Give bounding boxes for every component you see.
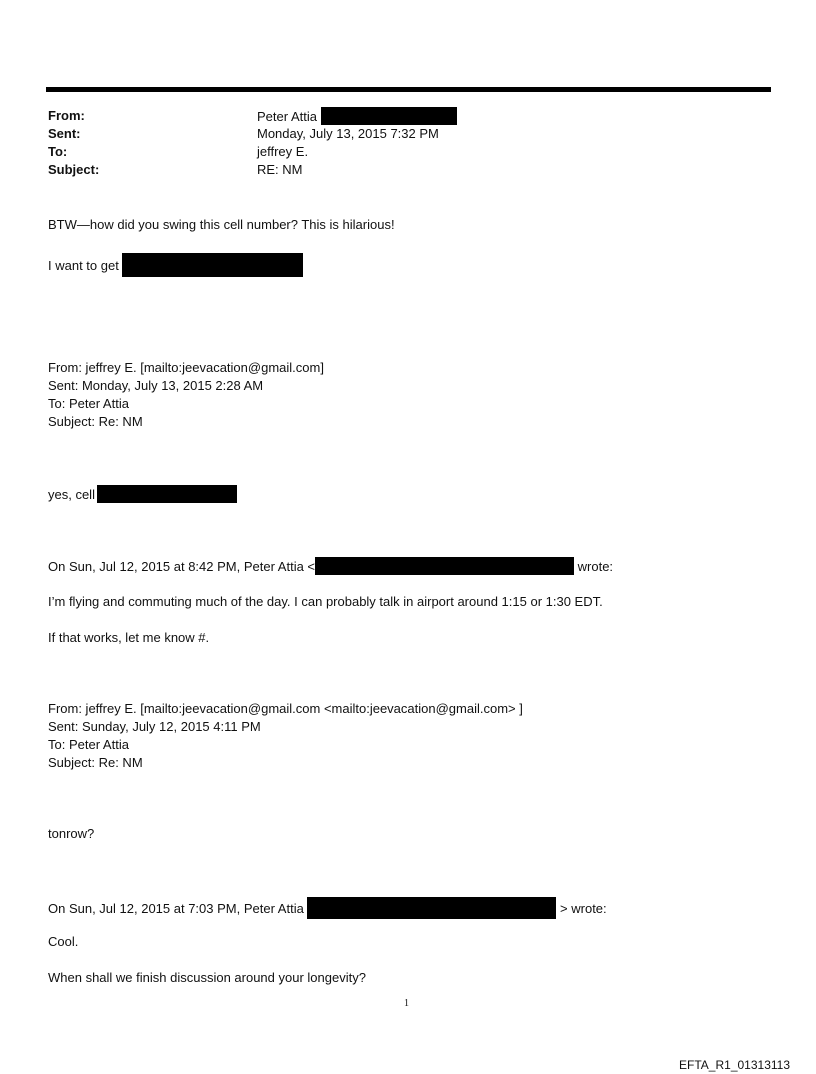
- paragraph-1: I’m flying and commuting much of the day. I can probably talk in airport around 1:15 or 1:30 EDT.: [48, 594, 603, 609]
- page-number: 1: [404, 998, 409, 1009]
- to-value: jeffrey E.: [257, 144, 309, 159]
- quoted-1-subject: Subject: Re: NM: [48, 414, 143, 429]
- paragraph-2: If that works, let me know #.: [48, 630, 210, 645]
- redaction-box: [321, 107, 457, 125]
- quoted-2-sent: Sent: Sunday, July 12, 2015 4:11 PM: [48, 719, 261, 734]
- quoted-2-to: To: Peter Attia: [48, 737, 129, 752]
- on-wrote-2-prefix: On Sun, Jul 12, 2015 at 7:03 PM, Peter Attia: [48, 901, 308, 916]
- paragraph-3: Cool.: [48, 934, 79, 949]
- redaction-box: [307, 897, 556, 919]
- from-label: From:: [48, 108, 85, 123]
- header-rule: [46, 87, 771, 92]
- on-wrote-1-prefix: On Sun, Jul 12, 2015 at 8:42 PM, Peter Attia <: [48, 559, 316, 574]
- on-wrote-2-suffix: > wrote:: [556, 901, 607, 916]
- body-line-2-text: I want to get: [48, 258, 119, 273]
- quoted-1-body-text: yes, cell: [48, 487, 95, 502]
- subject-value: RE: NM: [257, 162, 303, 177]
- quoted-2-from: From: jeffrey E. [mailto:jeevacation@gmail.com <mailto:jeevacation@gmail.com> ]: [48, 701, 523, 716]
- quoted-1-sent: Sent: Monday, July 13, 2015 2:28 AM: [48, 378, 264, 393]
- redaction-box: [97, 485, 237, 503]
- quoted-1-to: To: Peter Attia: [48, 396, 129, 411]
- body-line-2: [48, 253, 303, 277]
- quoted-1-from: From: jeffrey E. [mailto:jeevacation@gmail.com]: [48, 360, 324, 375]
- quoted-2-body: tonrow?: [48, 826, 95, 841]
- on-wrote-2: [48, 897, 607, 919]
- on-wrote-1-suffix: wrote:: [574, 559, 614, 574]
- from-name: Peter Attia: [257, 109, 317, 124]
- paragraph-4: When shall we finish discussion around your longevity?: [48, 970, 366, 985]
- to-label: To:: [48, 144, 68, 159]
- quoted-1-body: [48, 485, 237, 504]
- sent-value: Monday, July 13, 2015 7:32 PM: [257, 126, 439, 141]
- sent-label: Sent:: [48, 126, 81, 141]
- bates-number: EFTA_R1_01313113: [679, 1058, 790, 1072]
- quoted-2-subject: Subject: Re: NM: [48, 755, 143, 770]
- on-wrote-1: [48, 557, 613, 576]
- subject-label: Subject:: [48, 162, 100, 177]
- from-value: [257, 107, 457, 126]
- redaction-box: [122, 253, 303, 277]
- redaction-box: [315, 557, 574, 575]
- body-line-1: BTW—how did you swing this cell number? This is hilarious!: [48, 217, 395, 232]
